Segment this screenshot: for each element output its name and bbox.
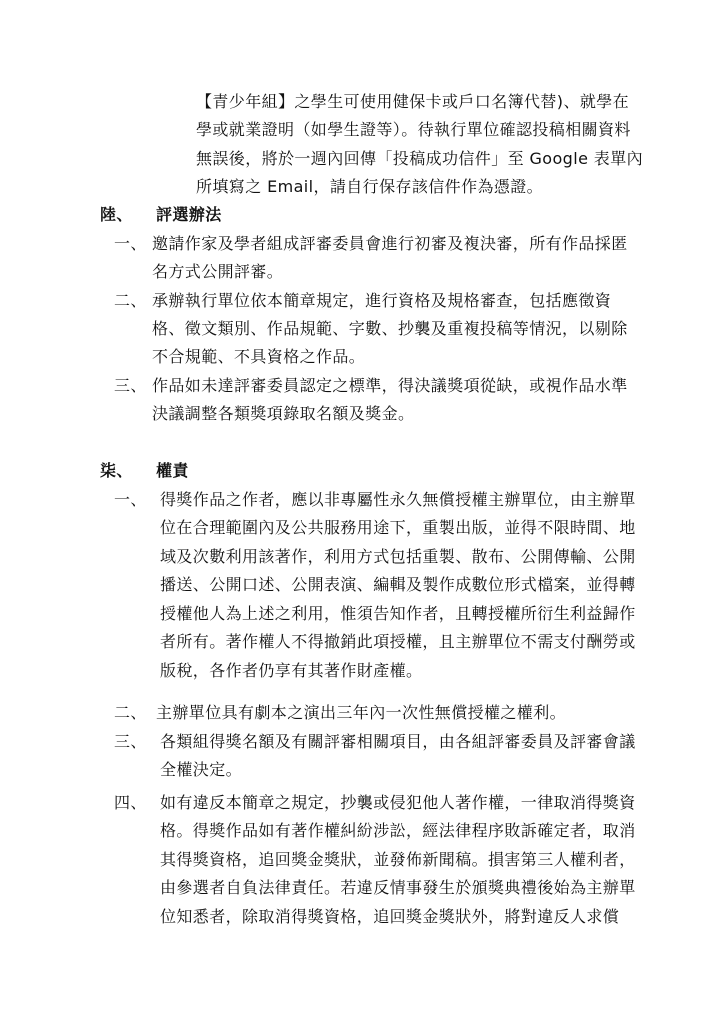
item-text: 名方式公開評審。 <box>152 262 284 281</box>
item-text: 邀請作家及學者組成評審委員會進行初審及複決審，所有作品採匿 <box>152 234 628 253</box>
section-title: 權責 <box>156 461 189 480</box>
item-text: 不合規範、不具資格之作品。 <box>152 347 366 366</box>
item-text: 者所有。著作權人不得撤銷此項授權，且主辦單位不需支付酬勞或 <box>160 632 636 651</box>
item-text: 位知悉者，除取消得獎資格，追回獎金獎狀外，將對違反人求償 <box>160 907 620 926</box>
item-text: 主辦單位具有劇本之演出三年內一次性無償授權之權利。 <box>156 703 567 722</box>
item-text: 格、徵文類別、作品規範、字數、抄襲及重複投稿等情況，以剔除 <box>152 319 628 338</box>
item-text: 其得獎資格，追回獎金獎狀，並發佈新聞稿。損害第三人權利者， <box>160 850 636 869</box>
item-text: 格。得獎作品如有著作權糾紛涉訟，經法律程序敗訴確定者，取消 <box>160 821 636 840</box>
item-number: 四、 <box>114 793 147 812</box>
item-number: 一、 <box>114 234 147 253</box>
item-text: 作品如未達評審委員認定之標準，得決議獎項從缺，或視作品水準 <box>152 376 628 395</box>
item-text: 播送、公開口述、公開表演、編輯及製作成數位形式檔案，並得轉 <box>160 575 636 594</box>
section-number: 陸、 <box>100 205 133 224</box>
item-text: 位在合理範圍內及公共服務用途下，重製出版，並得不限時間、地 <box>160 518 636 537</box>
intro-line: 所填寫之 Email，請自行保存該信件作為憑證。 <box>196 177 544 196</box>
intro-line: 【青少年組】之學生可使用健保卡或戶口名簿代替)、就學在 <box>196 92 630 111</box>
item-text: 得獎作品之作者，應以非專屬性永久無償授權主辦單位，由主辦單 <box>160 490 636 509</box>
item-text: 授權他人為上述之利用，惟須告知作者，且轉授權所衍生利益歸作 <box>160 604 636 623</box>
item-text: 決議調整各類獎項錄取名額及獎金。 <box>152 404 415 423</box>
item-number: 二、 <box>114 703 147 722</box>
intro-line: 無誤後，將於一週內回傳「投稿成功信件」至 Google 表單內 <box>196 149 643 168</box>
item-number: 二、 <box>114 291 147 310</box>
item-text: 版稅，各作者仍享有其著作財產權。 <box>160 661 423 680</box>
item-text: 全權決定。 <box>160 760 243 779</box>
item-number: 一、 <box>114 490 147 509</box>
item-text: 承辦執行單位依本簡章規定，進行資格及規格審查，包括應徵資 <box>152 291 612 310</box>
section-title: 評選辦法 <box>156 205 222 224</box>
intro-line: 學或就業證明（如學生證等）。待執行單位確認投稿相關資料 <box>196 120 631 139</box>
item-text: 如有違反本簡章之規定，抄襲或侵犯他人著作權，一律取消得獎資 <box>160 793 636 812</box>
item-text: 域及次數利用該著作，利用方式包括重製、散布、公開傳輸、公開 <box>160 547 636 566</box>
item-text: 各類組得獎名額及有關評審相關項目，由各組評審委員及評審會議 <box>160 732 636 751</box>
section-number: 柒、 <box>100 461 133 480</box>
item-number: 三、 <box>114 732 147 751</box>
item-number: 三、 <box>114 376 147 395</box>
item-text: 由參選者自負法律責任。若違反情事發生於頒獎典禮後始為主辦單 <box>160 878 636 897</box>
